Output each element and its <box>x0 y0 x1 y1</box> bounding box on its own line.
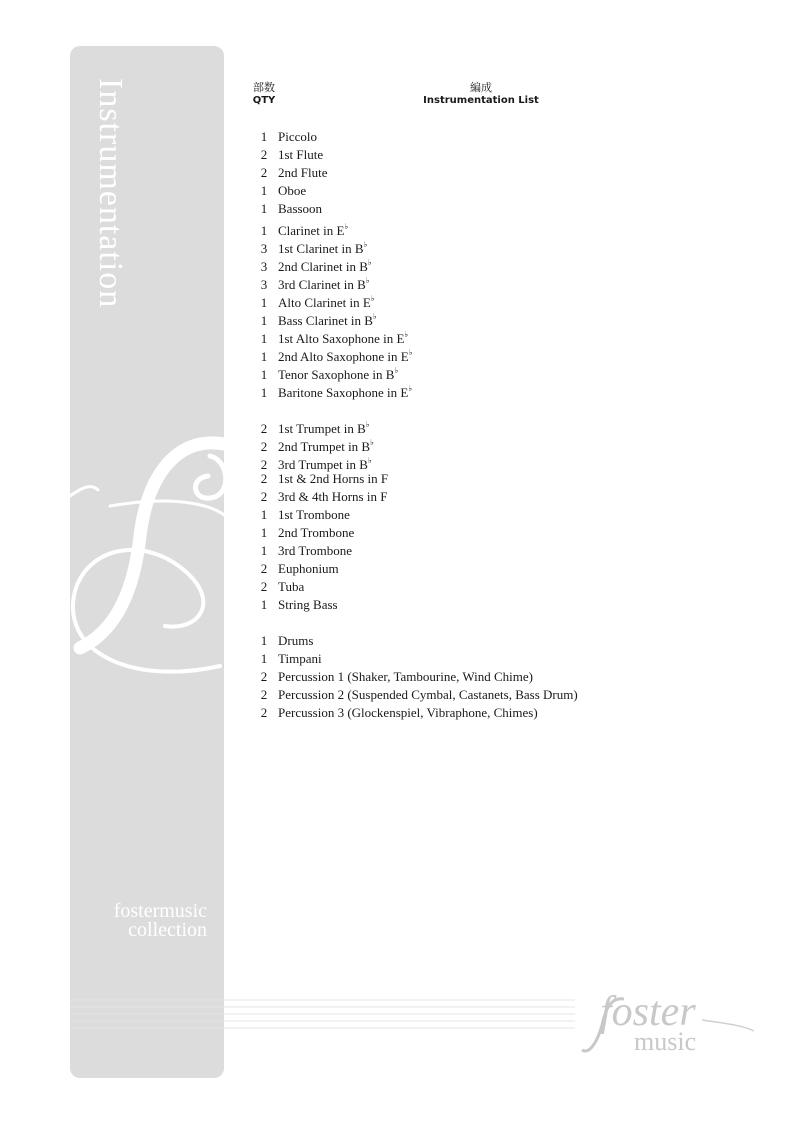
qty-header <box>240 81 288 107</box>
instrument-qty: 1 <box>260 385 268 400</box>
instrument-qty: 1 <box>260 349 268 364</box>
instrumentation-header-en: Instrumentation List <box>423 95 539 106</box>
instrument-name: 2nd Alto Saxophone in E <box>278 349 409 364</box>
instrument-qty: 2 <box>260 457 268 472</box>
logo-text-foster: foster <box>600 989 696 1035</box>
collection-label <box>70 902 207 940</box>
instrument-qty: 1 <box>260 313 268 328</box>
instrument-row <box>250 326 578 344</box>
group-spacer <box>250 398 578 416</box>
flat-sign-icon: ♭ <box>370 294 375 303</box>
instrument-name: 2nd Trombone <box>278 525 355 540</box>
instrument-name: Tenor Saxophone in B <box>278 367 395 382</box>
instrument-name: Baritone Saxophone in E <box>278 385 409 400</box>
instrument-name: 3rd Trombone <box>278 543 353 558</box>
instrument-row <box>250 362 578 380</box>
instrument-row <box>250 632 578 650</box>
instrument-name: Percussion 1 (Shaker, Tambourine, Wind Chime) <box>278 669 533 684</box>
instrument-name: Percussion 2 (Suspended Cymbal, Castanets, Bass Drum) <box>278 687 578 702</box>
instrument-qty: 2 <box>260 439 268 454</box>
instrument-qty: 2 <box>260 471 268 486</box>
instrument-qty: 1 <box>260 651 268 666</box>
instrument-qty: 1 <box>260 223 268 238</box>
instrument-qty: 1 <box>260 633 268 648</box>
staff-lines-decoration <box>70 998 575 1030</box>
instrument-qty: 3 <box>260 277 268 292</box>
instrument-row <box>250 254 578 272</box>
group-spacer <box>250 614 578 632</box>
instrument-qty: 3 <box>260 259 268 274</box>
flat-sign-icon: ♭ <box>365 276 370 285</box>
instrument-row <box>250 542 578 560</box>
instrument-row <box>250 164 578 182</box>
instrument-name: Drums <box>278 633 314 648</box>
instrument-row <box>250 596 578 614</box>
flat-sign-icon: ♭ <box>370 438 374 447</box>
instrument-qty: 2 <box>260 561 268 576</box>
instrument-qty: 3 <box>260 241 268 256</box>
instrument-row <box>250 146 578 164</box>
instrument-row <box>250 578 578 596</box>
instrument-row <box>250 650 578 668</box>
qty-header-en: QTY <box>252 95 276 106</box>
instrumentation-header <box>381 81 581 107</box>
instrument-list <box>250 128 578 722</box>
instrument-row <box>250 128 578 146</box>
instrument-row <box>250 200 578 218</box>
instrument-row <box>250 272 578 290</box>
qty-header-jp: 部数 <box>253 81 275 94</box>
instrument-qty: 1 <box>260 183 268 198</box>
instrument-name: 3rd & 4th Horns in F <box>278 489 388 504</box>
instrument-name: 2nd Flute <box>278 165 328 180</box>
instrument-name: 3rd Trumpet in B <box>278 457 368 472</box>
instrument-qty: 1 <box>260 543 268 558</box>
instrument-qty: 2 <box>260 705 268 720</box>
instrument-row <box>250 290 578 308</box>
instrument-qty: 1 <box>260 201 268 216</box>
instrument-name: 2nd Clarinet in B <box>278 259 368 274</box>
instrument-qty: 2 <box>260 669 268 684</box>
flat-sign-icon: ♭ <box>344 222 349 231</box>
instrument-name: Euphonium <box>278 561 339 576</box>
flat-sign-icon: ♭ <box>404 330 409 339</box>
instrument-qty: 2 <box>260 579 268 594</box>
instrument-qty: 1 <box>260 295 268 310</box>
instrument-name: Percussion 3 (Glockenspiel, Vibraphone, Chimes) <box>278 705 538 720</box>
flat-sign-icon: ♭ <box>365 420 370 429</box>
flat-sign-icon: ♭ <box>408 384 413 393</box>
instrument-qty: 2 <box>260 421 268 436</box>
instrument-row <box>250 416 578 434</box>
instrument-name: Oboe <box>278 183 307 198</box>
instrument-qty: 1 <box>260 129 268 144</box>
instrument-qty: 1 <box>260 525 268 540</box>
instrument-qty: 1 <box>260 507 268 522</box>
instrument-row <box>250 308 578 326</box>
instrument-name: Bassoon <box>278 201 323 216</box>
instrument-name: Alto Clarinet in E <box>278 295 371 310</box>
instrument-row <box>250 668 578 686</box>
instrument-row <box>250 488 578 506</box>
instrument-name: String Bass <box>278 597 338 612</box>
instrument-name: 2nd Trumpet in B <box>278 439 371 454</box>
instrument-qty: 2 <box>260 489 268 504</box>
flat-sign-icon: ♭ <box>367 456 372 465</box>
instrument-row <box>250 452 578 470</box>
instrument-name: Piccolo <box>278 129 317 144</box>
flat-sign-icon: ♭ <box>363 240 368 249</box>
instrument-row <box>250 560 578 578</box>
instrument-name: 1st Alto Saxophone in E <box>278 331 405 346</box>
sidebar-title: Instrumentation <box>92 78 129 309</box>
foster-music-logo <box>572 985 762 1060</box>
instrument-row <box>250 236 578 254</box>
flat-sign-icon: ♭ <box>408 348 413 357</box>
instrument-name: 1st Trombone <box>278 507 350 522</box>
instrument-name: Timpani <box>278 651 322 666</box>
instrument-row <box>250 380 578 398</box>
instrument-qty: 2 <box>260 165 268 180</box>
collection-line-1: fostermusic <box>113 900 207 922</box>
instrument-qty: 2 <box>260 147 268 162</box>
instrument-name: Bass Clarinet in B <box>278 313 373 328</box>
instrument-row <box>250 218 578 236</box>
instrument-row <box>250 344 578 362</box>
instrument-row <box>250 434 578 452</box>
instrument-name: 1st Trumpet in B <box>278 421 366 436</box>
instrument-name: 3rd Clarinet in B <box>278 277 366 292</box>
instrument-qty: 2 <box>260 687 268 702</box>
instrument-qty: 1 <box>260 331 268 346</box>
instrument-row <box>250 182 578 200</box>
instrument-name: Tuba <box>278 579 305 594</box>
instrument-row <box>250 524 578 542</box>
f-clef-logo-icon <box>70 386 224 686</box>
instrument-name: 1st Clarinet in B <box>278 241 364 256</box>
instrument-row <box>250 506 578 524</box>
instrument-name: Clarinet in E <box>278 223 345 238</box>
logo-text-music: music <box>634 1027 697 1056</box>
flat-sign-icon: ♭ <box>394 366 399 375</box>
instrument-row <box>250 704 578 722</box>
instrument-row <box>250 470 578 488</box>
instrument-qty: 1 <box>260 367 268 382</box>
flat-sign-icon: ♭ <box>367 258 372 267</box>
instrument-name: 1st Flute <box>278 147 324 162</box>
collection-line-2: collection <box>128 919 207 941</box>
instrument-row <box>250 686 578 704</box>
instrumentation-header-jp: 編成 <box>470 81 492 94</box>
flat-sign-icon: ♭ <box>372 312 377 321</box>
instrument-qty: 1 <box>260 597 268 612</box>
instrument-name: 1st & 2nd Horns in F <box>278 471 389 486</box>
